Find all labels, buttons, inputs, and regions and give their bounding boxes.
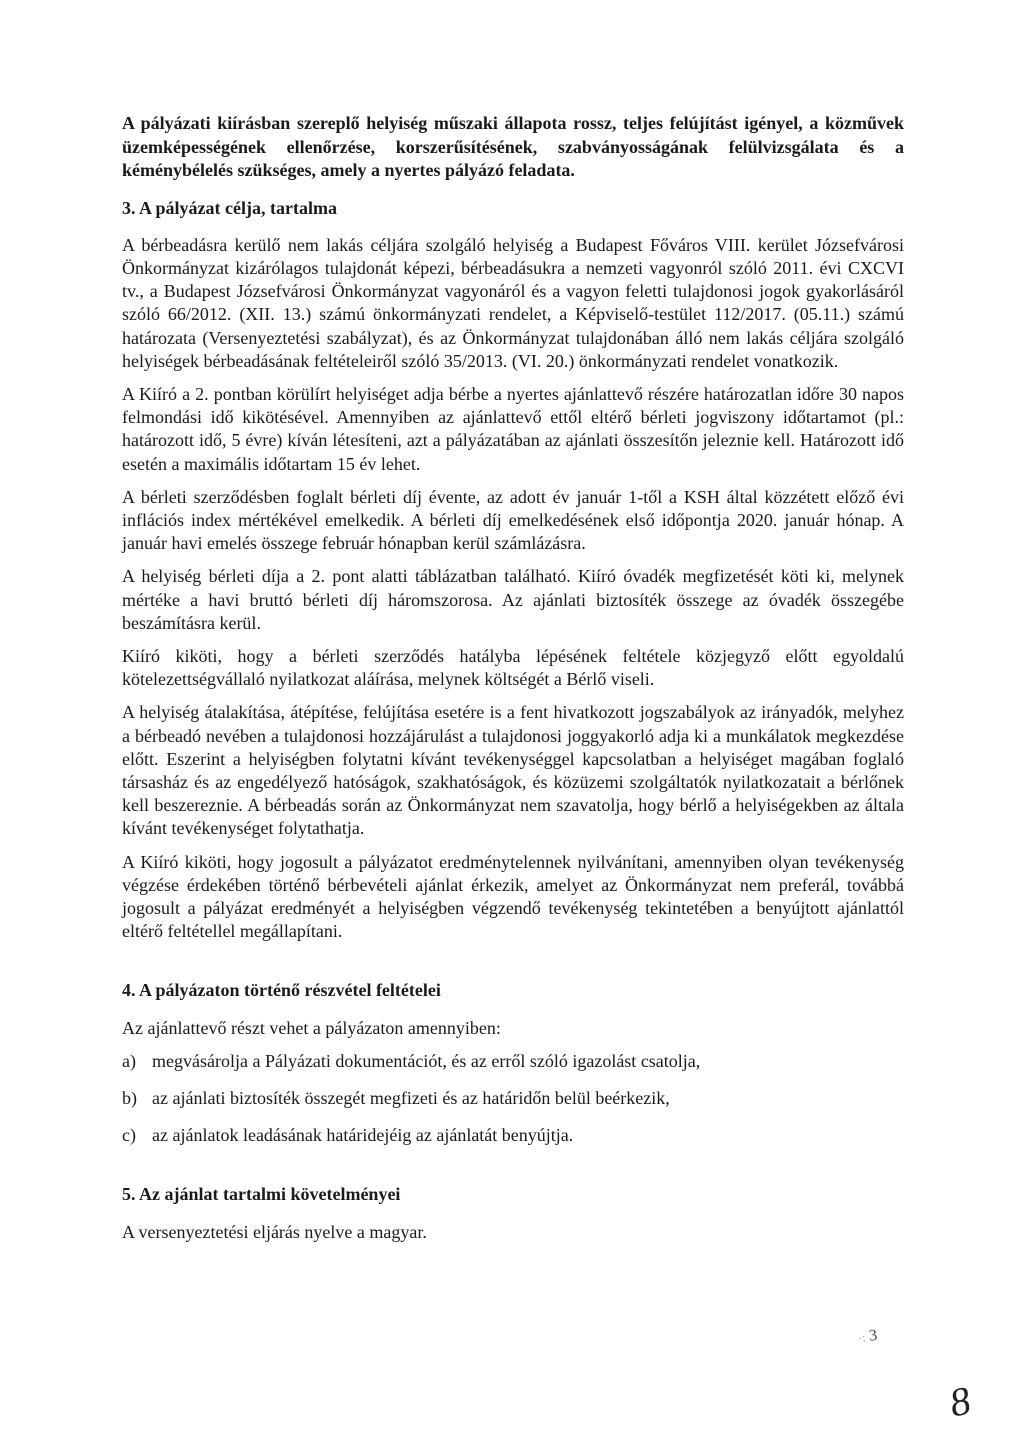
- intro-paragraph: A pályázati kiírásban szereplő helyiség műszaki állapota rossz, teljes felújítást igényel, a közművek üzemképességének ellenőrzése, korszerűsítésének, szabványosságának felülvizsgálata és a kéménybélelés szükséges, amely a nyertes pályázó feladata.: [122, 113, 904, 180]
- section-3-paragraph: A Kiíró kiköti, hogy jogosult a pályázatot eredménytelennek nyilvánítani, amennyiben olyan tevékenység végzése érdekében történő bérbevételi ajánlat érkezik, amelyet az Önkormányzat nem preferál, továbbá jogosult a pályázat eredményét a helyiségben végzendő tevékenység tekintetében a benyújtott ajánlattól eltérő feltétellel megállapítani.: [122, 851, 904, 942]
- section-3-paragraph: A helyiség átalakítása, átépítése, felújítása esetére is a fent hivatkozott jogszabályok az irányadók, melyhez a bérbeadó nevében a tulajdonosi hozzájárulást a tulajdonosi joggyakorló adja ki a munkálatok megkezdése előtt. Eszerint a helyiségben folytatni kívánt tevékenységgel kapcsolatban a helyiséget magában foglaló társasház és az engedélyező hatóságok, szakhatóságok, és közüzemi szolgáltatók nyilatkozatait a bérlőnek kell beszereznie. A bérbeadás során az Önkormányzat nem szavatolja, hogy bérlő a helyiségekben az általa kívánt tevékenységet folytathatja.: [122, 702, 904, 839]
- list-text: az ajánlatok leadásának határidejéig az ajánlatát benyújtja.: [152, 1125, 574, 1146]
- section-3-paragraph: A Kiíró a 2. pontban körülírt helyiséget adja bérbe a nyertes ajánlattevő részére határozatlan időre 30 napos felmondási idő kikötésével. Amennyiben az ajánlattevő ettől eltérő bérleti jogviszony időtartamot (pl.: határozott idő, 5 évre) kíván létesíteni, azt a pályázatában az ajánlati összesítőn jeleznie kell. Határozott idő esetén a maximális időtartam 15 év lehet.: [122, 383, 904, 474]
- section-3-paragraph: A bérleti szerződésben foglalt bérleti díj évente, az adott év január 1-től a KSH által közzétett előző évi inflációs index mértékével emelkedik. A bérleti díj emelkedésének első időpontja 2020. január hónap. A január havi emelés összege február hónapban kerül számlázásra.: [122, 486, 904, 554]
- list-marker: a): [122, 1050, 136, 1071]
- section-3-paragraph: A bérbeadásra kerülő nem lakás céljára szolgáló helyiség a Budapest Főváros VIII. kerület Józsefvárosi Önkormányzat kizárólagos tulajdonát képezi, bérbeadásukra a nemzeti vagyonról szóló 2011. évi CXCVI tv., a Budapest Józsefvárosi Önkormányzat vagyonáról és a vagyon feletti tulajdonosi jogok gyakorlásáról szóló 66/2012. (XII. 13.) számú önkormányzati rendelet, a Képviselő-testület 112/2017. (05.11.) számú határozata (Versenyeztetési szabályzat), és az Önkormányzat tulajdonában álló nem lakás céljára szolgáló helyiségek bérbeadásának feltételeiről szóló 35/2013. (VI. 20.) önkormányzati rendelet vonatkozik.: [122, 234, 904, 371]
- page-number: 3: [868, 1326, 879, 1345]
- list-item: [122, 1050, 904, 1073]
- section-3-paragraph: A helyiség bérleti díja a 2. pont alatti táblázatban található. Kiíró óvadék megfizetését köti ki, melynek mértéke a havi bruttó bérleti díj háromszorosa. Az ajánlati biztosíték összege az óvadék összegébe beszámításra kerül.: [122, 566, 904, 633]
- page-number-mark: [857, 1327, 879, 1348]
- section-5-title: 5. Az ajánlat tartalmi követelményei: [122, 1184, 401, 1205]
- pencil-dots-decoration: ·:: [857, 1330, 867, 1346]
- section-4-lead: Az ajánlattevő részt vehet a pályázaton amennyiben:: [122, 1017, 501, 1038]
- section-3-paragraph: Kiíró kiköti, hogy a bérleti szerződés hatályba lépésének feltétele közjegyző előtt egyoldalú kötelezettségvállaló nyilatkozat aláírása, melynek költségét a Bérlő viseli.: [122, 645, 904, 690]
- list-item: [122, 1087, 904, 1110]
- section-5-paragraph: A versenyeztetési eljárás nyelve a magyar.: [122, 1221, 427, 1242]
- list-marker: c): [122, 1125, 136, 1146]
- list-text: megvásárolja a Pályázati dokumentációt, és az erről szóló igazolást csatolja,: [152, 1050, 701, 1071]
- handwritten-page-mark: 8: [945, 1377, 975, 1426]
- list-item: [122, 1124, 904, 1147]
- list-text: az ajánlati biztosíték összegét megfizeti és az határidőn belül beérkezik,: [152, 1088, 670, 1108]
- section-4-title: 4. A pályázaton történő részvétel feltételei: [122, 980, 441, 1001]
- list-marker: b): [122, 1088, 137, 1108]
- document-page: [122, 112, 904, 1254]
- section-3-title: 3. A pályázat célja, tartalma: [122, 197, 337, 218]
